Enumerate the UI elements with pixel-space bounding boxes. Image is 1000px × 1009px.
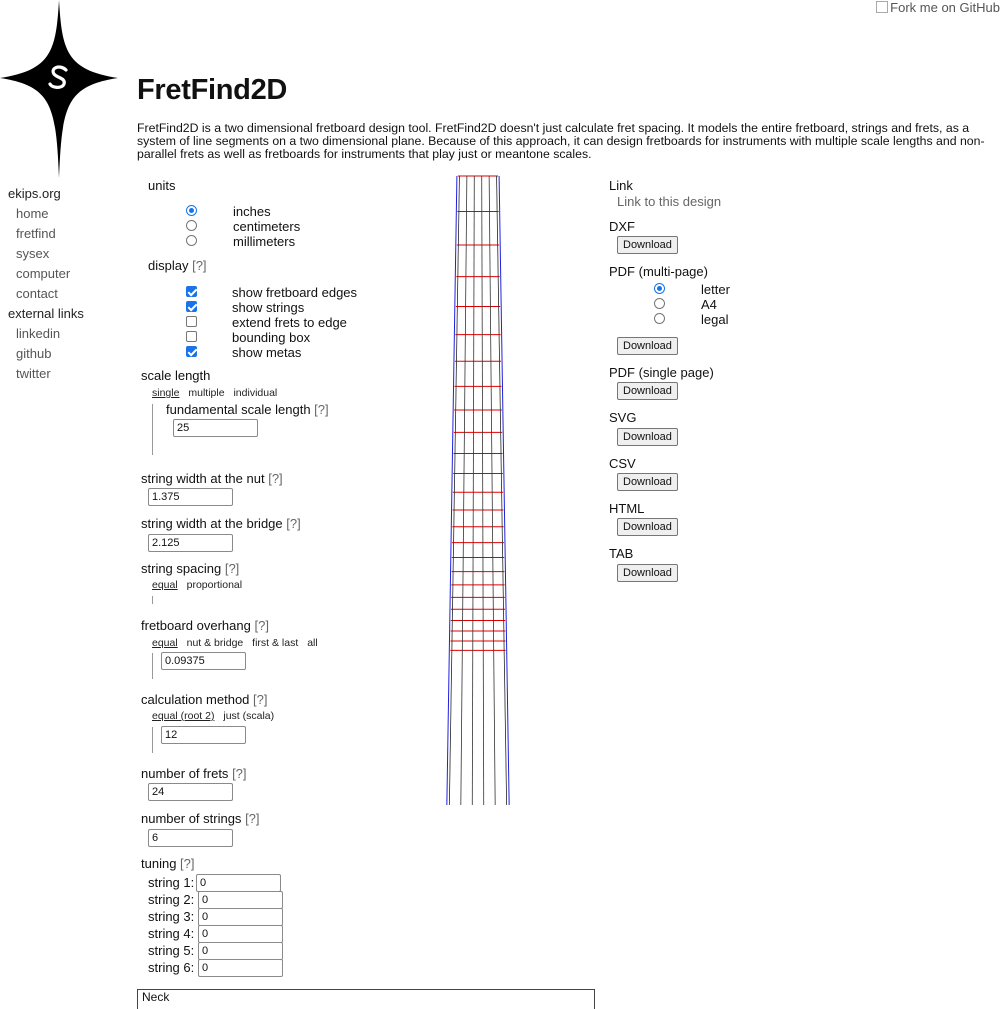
tab-scale-multiple[interactable]: multiple <box>188 387 225 399</box>
units-option-millimeters: millimeters <box>233 234 296 249</box>
tuning-string-3-input[interactable] <box>198 908 283 926</box>
tab-spacing-equal[interactable]: equal <box>152 579 178 591</box>
num-strings-label <box>141 811 260 826</box>
neck-table-label: Neck <box>142 990 170 1004</box>
overhang-indent-bar <box>152 653 153 679</box>
tuning-string-4-input[interactable] <box>198 925 283 943</box>
tuning-label-text: tuning <box>141 856 177 871</box>
num-frets-label-text: number of frets <box>141 766 229 781</box>
sidebar-item-twitter[interactable]: twitter <box>16 366 51 381</box>
tab-scale-individual[interactable]: individual <box>233 387 278 399</box>
fork-me-ribbon[interactable] <box>876 0 1000 15</box>
page-title: FretFind2D <box>137 74 288 106</box>
calc-method-input[interactable] <box>161 726 246 744</box>
calc-method-tabs <box>152 710 280 722</box>
sidebar-group-external-links: external links <box>8 306 84 321</box>
sidebar-item-home[interactable]: home <box>16 206 49 221</box>
tuning-label <box>141 856 195 871</box>
string-line-5 <box>489 176 495 805</box>
tuning-string-2-label: string 2: <box>148 892 195 907</box>
link-to-design[interactable]: Link to this design <box>617 194 722 209</box>
dxf-label: DXF <box>609 219 635 234</box>
display-option-metas: show metas <box>232 345 302 360</box>
paper-option-legal: legal <box>701 312 729 327</box>
tab-overhang-all[interactable]: all <box>307 637 318 649</box>
pdf-single-label: PDF (single page) <box>609 365 714 380</box>
tab-calc-just[interactable]: just (scala) <box>223 710 275 722</box>
overhang-help[interactable]: [?] <box>254 618 269 633</box>
num-strings-help[interactable]: [?] <box>245 811 260 826</box>
tuning-string-2-input[interactable] <box>198 891 283 909</box>
tuning-string-4-label: string 4: <box>148 926 195 941</box>
string-spacing-tabs <box>152 579 248 591</box>
overhang-label <box>141 618 269 633</box>
paper-radio-a4[interactable] <box>654 298 665 309</box>
tab-calc-equal[interactable]: equal (root 2) <box>152 710 215 722</box>
fretboard-edge-left <box>447 176 457 805</box>
csv-label: CSV <box>609 456 636 471</box>
bridge-width-input[interactable] <box>148 534 233 552</box>
fundamental-scale-input[interactable] <box>173 419 258 437</box>
paper-radio-letter[interactable] <box>654 283 665 294</box>
display-label <box>148 258 207 273</box>
num-strings-label-text: number of strings <box>141 811 242 826</box>
string-spacing-label <box>141 561 239 576</box>
fundamental-scale-label-text: fundamental scale length <box>166 402 311 417</box>
neck-table <box>137 989 595 1009</box>
overhang-input[interactable] <box>161 652 246 670</box>
bridge-width-label <box>141 516 301 531</box>
tuning-string-1-input[interactable] <box>196 874 281 892</box>
html-download-button[interactable]: Download <box>617 518 678 536</box>
tuning-string-6-label: string 6: <box>148 960 195 975</box>
display-option-bounding-box: bounding box <box>232 330 311 345</box>
units-label: units <box>148 178 176 193</box>
tuning-string-5-label: string 5: <box>148 943 195 958</box>
link-label: Link <box>609 178 633 193</box>
string-spacing-help[interactable]: [?] <box>224 561 240 576</box>
string-line-4 <box>482 176 484 805</box>
tuning-string-1-label: string 1: <box>148 875 195 890</box>
overhang-label-text: fretboard overhang <box>141 618 251 633</box>
pdf-single-download-button[interactable]: Download <box>617 382 678 400</box>
dxf-download-button[interactable]: Download <box>617 236 678 254</box>
svg-label: SVG <box>609 410 637 425</box>
tuning-string-3-label: string 3: <box>148 909 195 924</box>
num-strings-input[interactable] <box>148 829 233 847</box>
string-spacing-indent-bar <box>152 596 153 604</box>
fretboard-edge-right <box>499 176 509 805</box>
display-option-extend-frets: extend frets to edge <box>232 315 347 330</box>
fundamental-scale-label <box>166 402 329 417</box>
csv-download-button[interactable]: Download <box>617 473 678 491</box>
tab-download-button[interactable]: Download <box>617 564 678 582</box>
string-line-1 <box>449 176 459 805</box>
num-frets-help[interactable]: [?] <box>232 766 247 781</box>
svg-download-button[interactable]: Download <box>617 428 678 446</box>
sidebar-group-ekips[interactable]: ekips.org <box>8 186 61 201</box>
units-option-centimeters: centimeters <box>233 219 301 234</box>
calc-method-help[interactable]: [?] <box>253 692 268 707</box>
nut-width-input[interactable] <box>148 488 233 506</box>
calc-method-label <box>141 692 268 707</box>
paper-option-a4: A4 <box>701 297 717 312</box>
checkbox-bounding-box[interactable] <box>186 331 197 342</box>
display-label-text: display <box>148 258 189 273</box>
string-spacing-label-text: string spacing <box>141 561 222 576</box>
calc-method-indent-bar <box>152 727 153 753</box>
scale-length-label: scale length <box>141 368 211 383</box>
sidebar-nav <box>8 184 84 384</box>
display-option-fretboard-edges: show fretboard edges <box>232 285 358 300</box>
tuning-string-5-input[interactable] <box>198 942 283 960</box>
pdf-multi-label: PDF (multi-page) <box>609 264 708 279</box>
string-line-3 <box>472 176 474 805</box>
units-option-inches: inches <box>233 204 271 219</box>
num-frets-label <box>141 766 247 781</box>
paper-option-letter: letter <box>701 282 730 297</box>
fork-me-text: Fork me on GitHub <box>890 0 1000 15</box>
display-help[interactable]: [?] <box>192 258 207 273</box>
sidebar-item-github[interactable]: github <box>16 346 52 361</box>
checkbox-extend-frets[interactable] <box>186 316 197 327</box>
bridge-width-label-text: string width at the bridge <box>141 516 283 531</box>
nut-width-label-text: string width at the nut <box>141 471 265 486</box>
fundamental-scale-help[interactable]: [?] <box>314 402 329 417</box>
tab-overhang-nut-bridge[interactable]: nut & bridge <box>186 637 244 649</box>
tab-spacing-proportional[interactable]: proportional <box>186 579 243 591</box>
pdf-multi-download-button[interactable]: Download <box>617 337 678 355</box>
bridge-width-help[interactable]: [?] <box>286 516 301 531</box>
tab-label: TAB <box>609 546 634 561</box>
units-radio-inches[interactable] <box>186 205 197 216</box>
sidebar-item-contact[interactable]: contact <box>16 286 58 301</box>
checkbox-show-metas[interactable] <box>186 346 197 357</box>
sidebar-item-sysex[interactable]: sysex <box>16 246 50 261</box>
ekips-logo[interactable] <box>0 0 118 178</box>
checkbox-show-strings[interactable] <box>186 301 197 312</box>
paper-radio-legal[interactable] <box>654 313 665 324</box>
sidebar-item-linkedin[interactable]: linkedin <box>16 326 61 341</box>
nut-width-help[interactable]: [?] <box>268 471 283 486</box>
string-line-2 <box>461 176 467 805</box>
nut-width-label <box>141 471 283 486</box>
calc-method-label-text: calculation method <box>141 692 250 707</box>
sidebar-item-computer[interactable]: computer <box>16 266 71 281</box>
units-radio-millimeters[interactable] <box>186 235 197 246</box>
checkbox-show-fretboard-edges[interactable] <box>186 286 197 297</box>
intro-paragraph: FretFind2D is a two dimensional fretboard design tool. FretFind2D doesn't just calculate fret spacing. It models the entire fretboard, strings and frets, as a system of line segments on a two dimensional plane. Because of this approach, it can design fretboards for instruments with multiple scale lengths and non-parallel frets as well as fretboards for instruments that play just or meantone scales. <box>137 121 985 161</box>
tab-scale-single[interactable]: single <box>152 387 180 399</box>
overhang-tabs <box>152 637 324 649</box>
sidebar-item-fretfind[interactable]: fretfind <box>16 226 56 241</box>
tab-overhang-equal[interactable]: equal <box>152 637 178 649</box>
fretboard-preview <box>440 170 520 805</box>
display-option-strings: show strings <box>232 300 305 315</box>
broken-image-icon <box>876 1 888 13</box>
scale-length-tabs <box>152 387 283 399</box>
tuning-help[interactable]: [?] <box>180 856 195 871</box>
string-line-6 <box>497 176 507 805</box>
num-frets-input[interactable] <box>148 783 233 801</box>
units-radio-centimeters[interactable] <box>186 220 197 231</box>
tab-overhang-first-last[interactable]: first & last <box>252 637 299 649</box>
html-label: HTML <box>609 501 645 516</box>
tuning-string-6-input[interactable] <box>198 959 283 977</box>
scale-length-indent-bar <box>152 404 153 455</box>
